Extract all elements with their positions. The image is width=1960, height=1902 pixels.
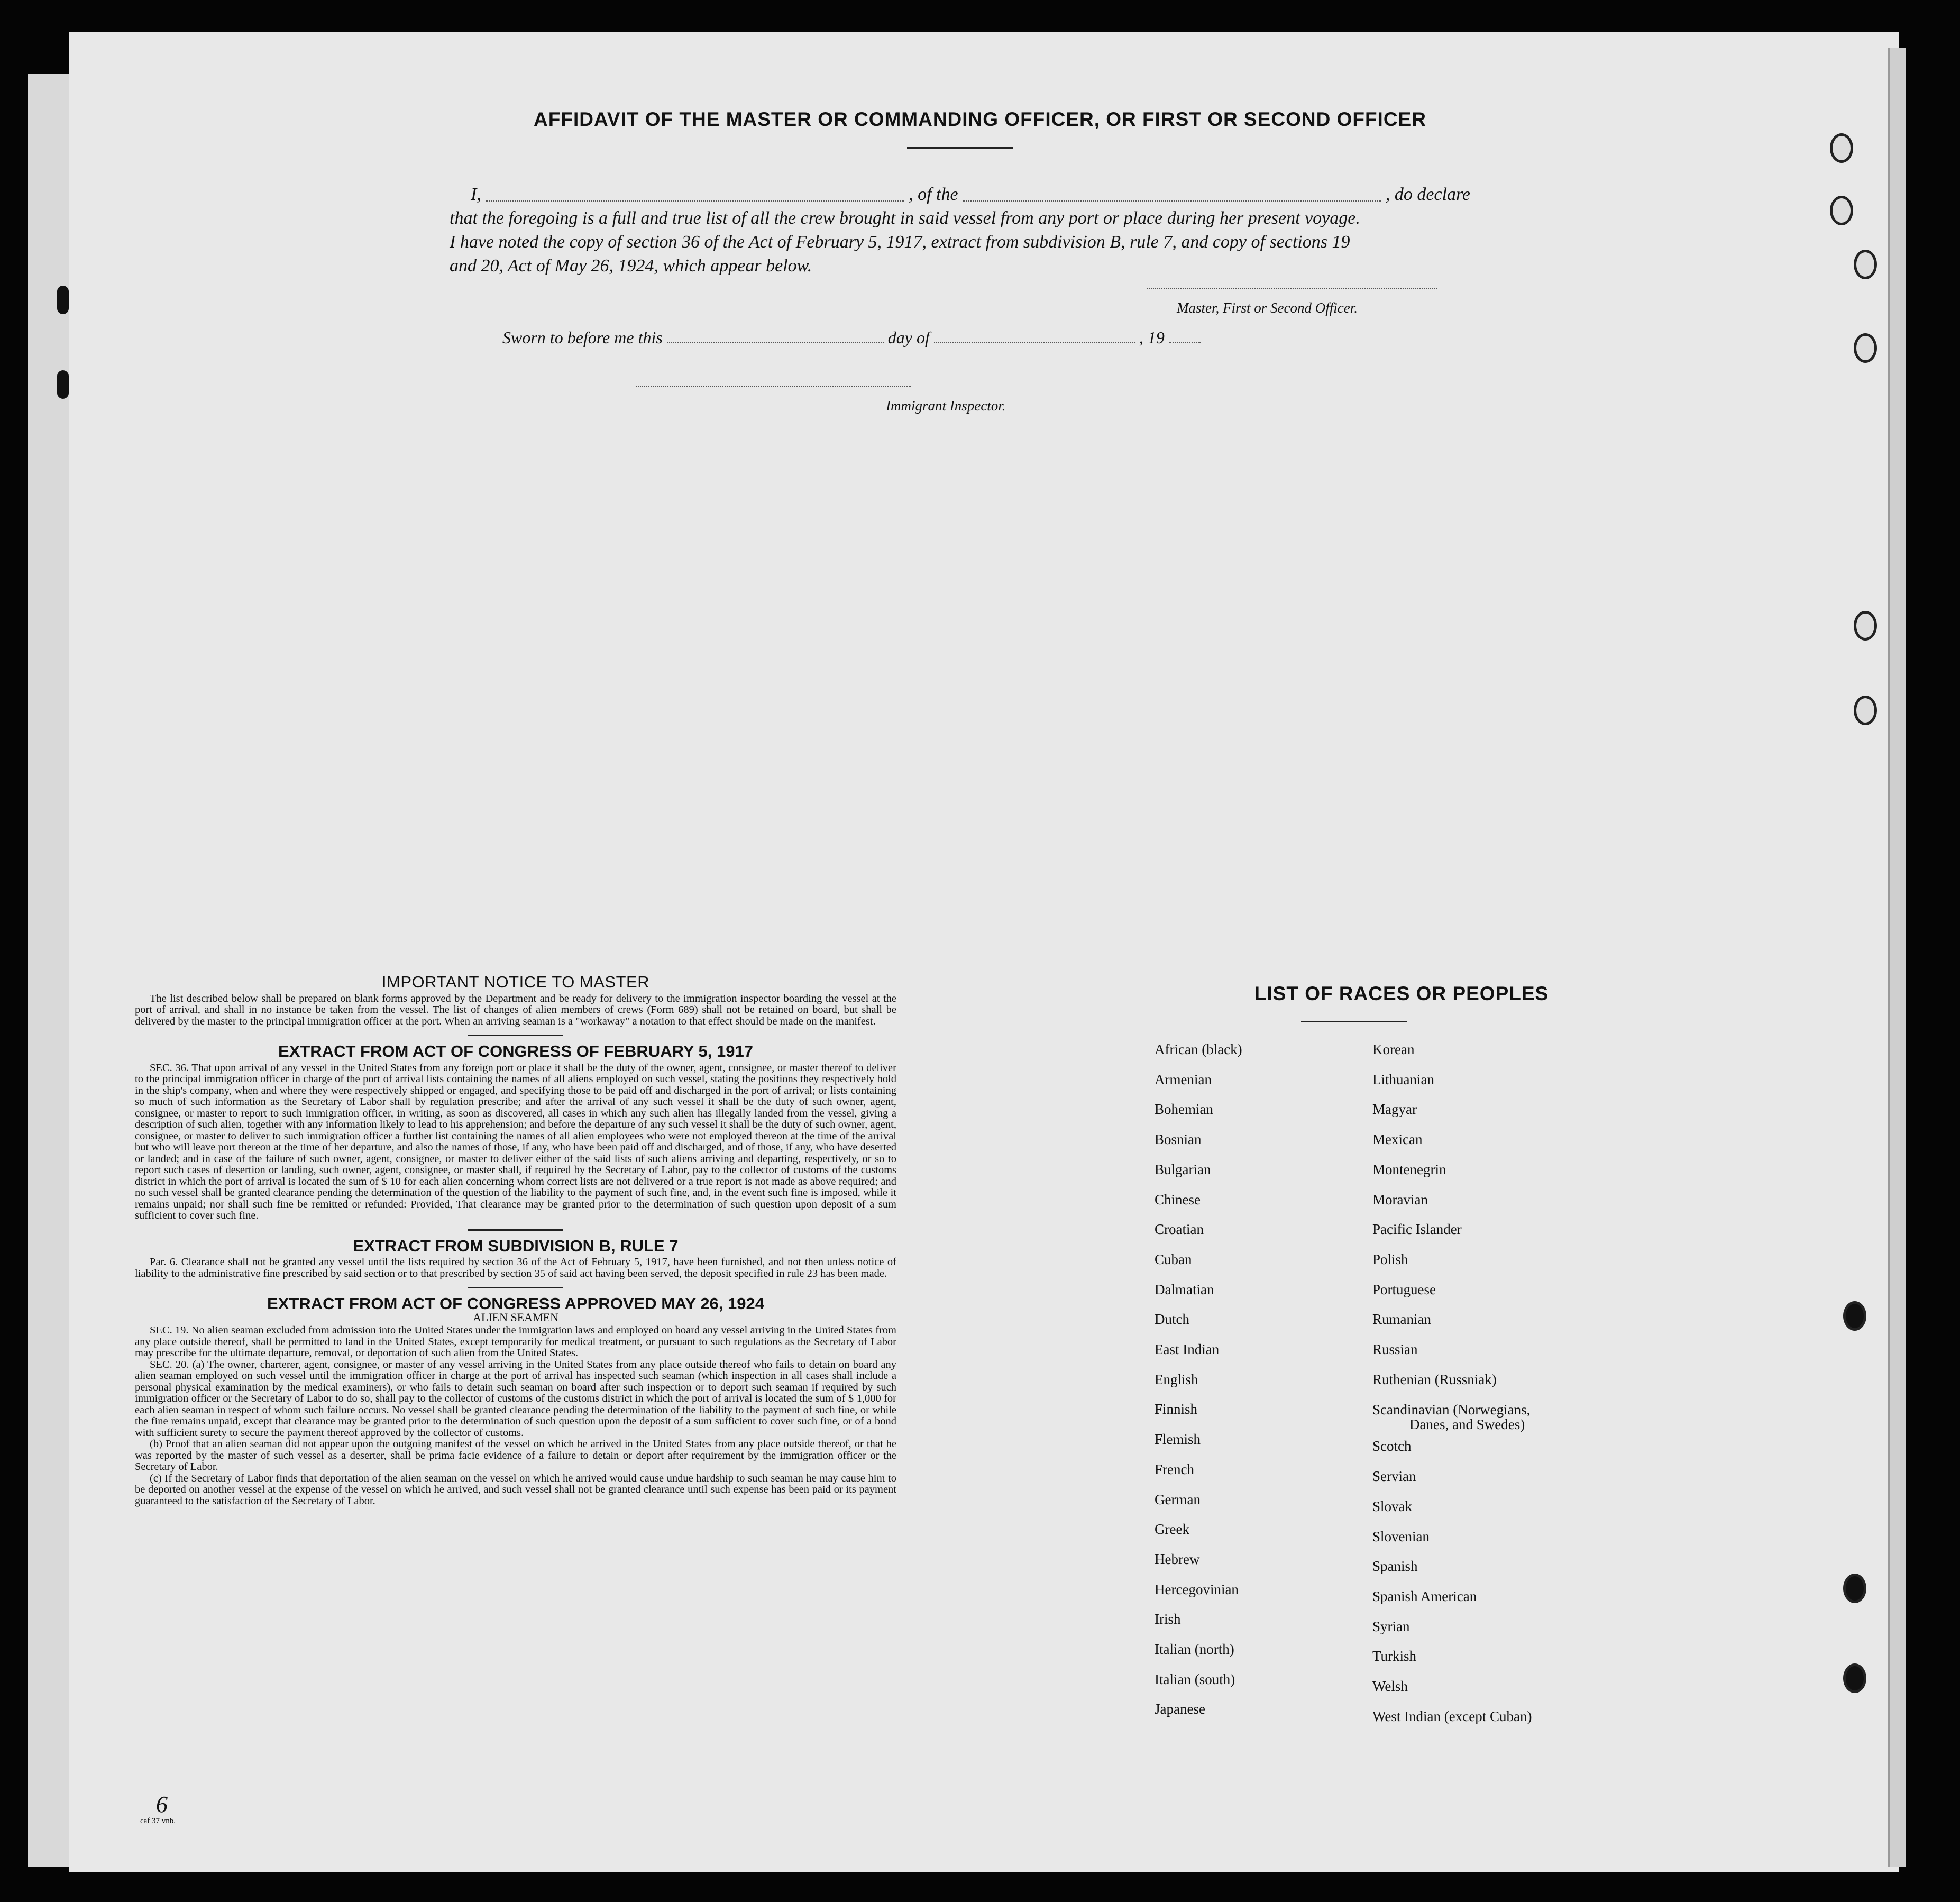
race-item: Hercegovinian xyxy=(1155,1581,1239,1597)
handwritten-mark: 6 xyxy=(156,1791,168,1817)
binder-clip xyxy=(57,286,69,314)
section-rule xyxy=(468,1287,563,1288)
race-item: Spanish xyxy=(1372,1558,1418,1575)
punch-hole xyxy=(1843,1663,1866,1693)
race-item: Dutch xyxy=(1155,1311,1189,1328)
race-item: Pacific Islander xyxy=(1372,1221,1462,1238)
race-item: Japanese xyxy=(1155,1701,1205,1717)
inspector-signature-label: Immigrant Inspector. xyxy=(886,398,1006,414)
race-item: Italian (south) xyxy=(1155,1671,1235,1687)
race-item: Portuguese xyxy=(1372,1281,1436,1297)
punch-hole xyxy=(1830,133,1853,163)
inspector-signature-field[interactable] xyxy=(636,386,911,387)
extract-1924-title: EXTRACT FROM ACT OF CONGRESS APPROVED MAY 26, 1924 xyxy=(267,1294,764,1313)
affidavit-text xyxy=(450,182,1470,278)
race-item: Korean xyxy=(1372,1041,1415,1057)
race-item: English xyxy=(1155,1371,1198,1387)
race-item: Bosnian xyxy=(1155,1131,1202,1148)
race-item: Turkish xyxy=(1372,1648,1417,1665)
race-item: Polish xyxy=(1372,1251,1408,1267)
race-item: Bohemian xyxy=(1155,1101,1213,1118)
sworn-prefix: Sworn to before me this xyxy=(502,328,663,347)
master-signature-label: Master, First or Second Officer. xyxy=(1177,300,1358,316)
sec20b-text: (b) Proof that an alien seaman did not appear upon the outgoing manifest of the vessel on which he arrived in the United States from any place outside thereof, or that he was reported by the master of such vessel as a deserter, shall be prima facie evidence of a failure to detain or deport after requirement by the immigration officer or the Secretary of Labor. xyxy=(135,1438,896,1473)
master-signature-field[interactable] xyxy=(1147,288,1437,289)
races-column-1 xyxy=(1155,1035,1242,1724)
sec20c-text: (c) If the Secretary of Labor finds that deportation of the alien seaman on the vessel on which he arrived would cause undue hardship to such seaman he may cause him to be deported on another vessel at the expense of the vessel on which he arrived, and such vessel shall not be granted clearance until such expense has been paid or its payment guaranteed to the satisfaction of the Secretary of Labor. xyxy=(135,1472,896,1507)
races-title-rule xyxy=(1301,1021,1407,1022)
race-item: Welsh xyxy=(1372,1678,1408,1695)
race-item: Montenegrin xyxy=(1372,1161,1446,1177)
race-item: French xyxy=(1155,1461,1194,1477)
race-item: Slovak xyxy=(1372,1498,1413,1514)
printer-code: caf 37 vnb. xyxy=(140,1817,176,1825)
race-item: Bulgarian xyxy=(1155,1161,1211,1177)
punch-hole xyxy=(1854,611,1877,641)
alien-seamen-subtitle: ALIEN SEAMEN xyxy=(473,1310,558,1324)
races-column-2 xyxy=(1372,1035,1532,1731)
sworn-year-label: , 19 xyxy=(1139,328,1165,347)
race-item: West Indian (except Cuban) xyxy=(1372,1708,1532,1724)
sworn-day-field[interactable] xyxy=(667,342,884,343)
title-rule xyxy=(907,147,1013,149)
notice-title: IMPORTANT NOTICE TO MASTER xyxy=(381,973,650,991)
affidavit-line-2: that the foregoing is a full and true list of all the crew brought in said vessel from any port or place during her present voyage. xyxy=(450,208,1360,228)
affidavit-line-1 xyxy=(450,182,1470,206)
race-item: German xyxy=(1155,1491,1201,1507)
race-item: Scandinavian (Norwegians, xyxy=(1372,1402,1531,1418)
vessel-field[interactable] xyxy=(963,200,1381,202)
race-item: Magyar xyxy=(1372,1101,1417,1118)
punch-hole xyxy=(1854,333,1877,363)
race-item: Syrian xyxy=(1372,1618,1410,1634)
rule7-text: Par. 6. Clearance shall not be granted any vessel until the lists required by section 36 of the Act of February 5, 1917, have been furnished, and not then unless notice of liability to the administrative fine prescribed by said section or to that prescribed by section 35 of said act having been served, the deposit specified in rule 23 has been made. xyxy=(135,1256,896,1279)
race-item: Greek xyxy=(1155,1521,1189,1538)
race-item: Irish xyxy=(1155,1611,1181,1627)
race-item: Moravian xyxy=(1372,1191,1428,1208)
name-field[interactable] xyxy=(486,200,904,202)
extract-1917-text: SEC. 36. That upon arrival of any vessel in the United States from any foreign port or place it shall be the duty of the owner, agent, consignee, or master thereof to deliver to the principal immigration officer in charge of the port of arrival lists containing the names of all aliens employed on such vessel, stating the positions they respectively hold in the ship's company, when and where they were respectively shipped or engaged, and specifying those to be paid off and discharged in the port of arrival; or lists containing so much of such information as the Secretary of Labor shall by regulation prescribe; and after the arrival of any such vessel it shall be the duty of such owner, agent, consignee, or master to report to such immigration officer, in writing, as soon as discovered, all cases in which any such alien has illegally landed from the vessel, giving a description of such alien, together with any information likely to lead to his apprehension; and before the departure of any such vessel it shall be the duty of such owner, agent, consignee, or master to deliver to such immigration officer a further list containing the names of all alien employees who were not employed thereon at the time of the arrival but who will leave port thereon at the time of her departure, and also the names of those, if any, who have been paid off and discharged, and of those, if any, who have deserted or landed; and in case of the failure of such owner, agent, consignee, or master to deliver either of the said lists of such aliens arriving and departing, respectively, or so to report such cases of desertion or landing, such owner, agent, consignee, or master shall, if required by the Secretary of Labor, pay to the collector of customs of the customs district in which the port of arrival is located the sum of $ 10 for each alien concerning whom correct lists are not delivered or a true report is not made as above required; and no such vessel shall be granted clearance pending the determination of the question of the liability to the payment of such fine, and, in the event such fine is imposed, while it remains unpaid; nor shall such fine be remitted or refunded: Provided, That clearance may be granted prior to the determination of such question upon deposit of a sum sufficient to cover such fine. xyxy=(135,1062,896,1221)
rule7-title: EXTRACT FROM SUBDIVISION B, RULE 7 xyxy=(353,1236,679,1255)
race-item: Lithuanian xyxy=(1372,1071,1434,1087)
punch-hole xyxy=(1854,250,1877,279)
race-item: Ruthenian (Russniak) xyxy=(1372,1371,1497,1387)
of-the-label: , of the xyxy=(909,185,958,204)
race-item: African (black) xyxy=(1155,1041,1242,1057)
sworn-year-field[interactable] xyxy=(1169,342,1201,343)
race-item: Italian (north) xyxy=(1155,1641,1234,1658)
affidavit-title: AFFIDAVIT OF THE MASTER OR COMMANDING OFFICER, OR FIRST OR SECOND OFFICER xyxy=(534,108,1426,130)
legal-notices xyxy=(135,973,896,1507)
race-item: Croatian xyxy=(1155,1221,1204,1238)
race-item: East Indian xyxy=(1155,1341,1220,1358)
affidavit-line-4: and 20, Act of May 26, 1924, which appear below. xyxy=(450,256,812,276)
race-item: Servian xyxy=(1372,1468,1416,1485)
race-item: Mexican xyxy=(1372,1131,1423,1148)
race-item: Spanish American xyxy=(1372,1588,1477,1604)
punch-hole xyxy=(1843,1301,1866,1331)
section-rule xyxy=(468,1035,563,1036)
race-item: Rumanian xyxy=(1372,1311,1431,1328)
race-item: Scotch xyxy=(1372,1438,1412,1455)
sworn-month-field[interactable] xyxy=(934,342,1135,343)
sec20a-text: SEC. 20. (a) The owner, charterer, agent, consignee, or master of any vessel arriving in the United States from any place outside thereof who fails to detain on board any alien seaman employed on such vessel until the immigration officer in charge at the port of arrival has inspected such seaman (which inspection in all cases shall include a personal physical examination by the medical examiners), or who fails to detain such seaman on board after such inspection or to deport such seaman if required by such immigration officer or the Secretary of Labor to do so, shall pay to the collector of customs of the customs district in which the port of arrival is located the sum of $ 1,000 for each alien seaman in respect of whom such failure occurs. No vessel shall be granted clearance pending the determination of the liability to the payment of such fine, or while the fine remains unpaid, except that clearance may be granted prior to the determination of such question upon the deposit of a sum sufficient to cover such fine, or of a bond with sufficient surety to secure the payment thereof approved by the collector of customs. xyxy=(135,1358,896,1439)
punch-hole xyxy=(1843,1574,1866,1603)
race-item: Cuban xyxy=(1155,1251,1192,1267)
punch-hole xyxy=(1830,196,1853,225)
page-edge xyxy=(1888,48,1906,1867)
punch-hole xyxy=(1854,696,1877,725)
sec19-text: SEC. 19. No alien seaman excluded from admission into the United States under the immigration laws and employed on board any vessel arriving in the United States from any place outside thereof, shall be permitted to land in the United States, except temporarily for medical treatment, or pursuant to such regulations as the Secretary of Labor may prescribe for the ultimate departure, removal, or deportation of such alien from the United States. xyxy=(135,1324,896,1359)
race-item: Dalmatian xyxy=(1155,1281,1214,1297)
race-item: Slovenian xyxy=(1372,1528,1430,1544)
race-item: Chinese xyxy=(1155,1191,1201,1208)
sworn-day-label: day of xyxy=(887,328,930,347)
binder-clip xyxy=(57,370,69,399)
race-item: Danes, and Swedes) xyxy=(1409,1416,1525,1433)
form-page xyxy=(69,32,1899,1872)
race-item: Flemish xyxy=(1155,1431,1201,1448)
sworn-line xyxy=(502,328,1205,348)
affidavit-line-3: I have noted the copy of section 36 of the Act of February 5, 1917, extract from subdivision B, rule 7, and copy of sections 19 xyxy=(450,232,1350,252)
race-item: Armenian xyxy=(1155,1071,1212,1087)
races-title: LIST OF RACES OR PEOPLES xyxy=(1254,983,1549,1004)
race-item: Hebrew xyxy=(1155,1551,1200,1567)
race-item: Finnish xyxy=(1155,1401,1198,1418)
section-rule xyxy=(468,1229,563,1231)
i-label: I, xyxy=(471,185,481,204)
extract-1917-title: EXTRACT FROM ACT OF CONGRESS OF FEBRUARY 5, 1917 xyxy=(278,1042,753,1060)
race-item: Russian xyxy=(1372,1341,1418,1358)
declare-label: , do declare xyxy=(1385,185,1471,204)
notice-text: The list described below shall be prepared on blank forms approved by the Department and be ready for delivery to the immigration inspector boarding the vessel at the port of arrival, and shall in no instance be taken from the vessel. The list of changes of alien members of crews (Form 689) shall not be retained on board, but shall be delivered by the master to the principal immigration officer at the port. When an arriving seaman is a "workaway" a notation to that effect should be made on the manifest. xyxy=(135,992,896,1027)
